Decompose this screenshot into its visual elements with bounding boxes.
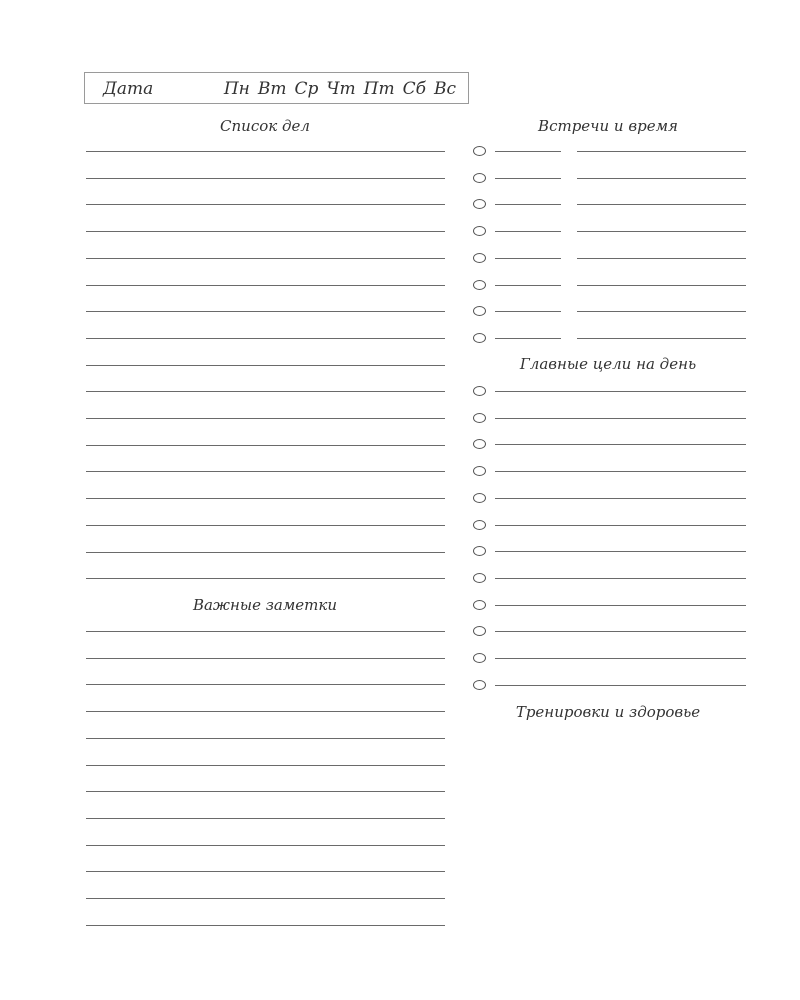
todo-section-title: Список дел bbox=[220, 117, 310, 135]
note-line[interactable] bbox=[86, 871, 445, 872]
meeting-description-line[interactable] bbox=[577, 338, 746, 339]
meeting-checkbox[interactable] bbox=[473, 253, 486, 263]
goal-line[interactable] bbox=[495, 471, 746, 472]
todo-line[interactable] bbox=[86, 418, 445, 419]
goal-checkbox[interactable] bbox=[473, 439, 486, 449]
goal-line[interactable] bbox=[495, 605, 746, 606]
meeting-checkbox[interactable] bbox=[473, 199, 486, 209]
weekday-tue[interactable]: Вт bbox=[257, 79, 287, 99]
todo-line[interactable] bbox=[86, 178, 445, 179]
meeting-description-line[interactable] bbox=[577, 151, 746, 152]
meetings-section-title: Встречи и время bbox=[538, 117, 678, 135]
todo-line[interactable] bbox=[86, 204, 445, 205]
weekday-wed[interactable]: Ср bbox=[294, 79, 319, 99]
note-line[interactable] bbox=[86, 925, 445, 926]
goal-checkbox[interactable] bbox=[473, 386, 486, 396]
goal-line[interactable] bbox=[495, 525, 746, 526]
goal-checkbox[interactable] bbox=[473, 626, 486, 636]
goal-checkbox[interactable] bbox=[473, 493, 486, 503]
meeting-checkbox[interactable] bbox=[473, 226, 486, 236]
todo-line[interactable] bbox=[86, 151, 445, 152]
meeting-checkbox[interactable] bbox=[473, 173, 486, 183]
weekday-mon[interactable]: Пн bbox=[223, 79, 250, 99]
meeting-description-line[interactable] bbox=[577, 285, 746, 286]
note-line[interactable] bbox=[86, 711, 445, 712]
date-box bbox=[84, 72, 469, 104]
notes-section-title: Важные заметки bbox=[192, 596, 338, 614]
health-section-title: Тренировки и здоровье bbox=[515, 703, 701, 721]
goal-line[interactable] bbox=[495, 498, 746, 499]
weekday-sat[interactable]: Сб bbox=[402, 79, 426, 99]
meeting-checkbox[interactable] bbox=[473, 333, 486, 343]
todo-line[interactable] bbox=[86, 365, 445, 366]
todo-line[interactable] bbox=[86, 285, 445, 286]
meeting-checkbox[interactable] bbox=[473, 146, 486, 156]
meeting-description-line[interactable] bbox=[577, 178, 746, 179]
meeting-time-line[interactable] bbox=[495, 338, 561, 339]
meeting-time-line[interactable] bbox=[495, 311, 561, 312]
meeting-description-line[interactable] bbox=[577, 258, 746, 259]
goal-checkbox[interactable] bbox=[473, 573, 486, 583]
goal-checkbox[interactable] bbox=[473, 680, 486, 690]
goal-line[interactable] bbox=[495, 658, 746, 659]
note-line[interactable] bbox=[86, 765, 445, 766]
meeting-time-line[interactable] bbox=[495, 231, 561, 232]
weekday-sun[interactable]: Вс bbox=[433, 79, 456, 99]
note-line[interactable] bbox=[86, 791, 445, 792]
goal-line[interactable] bbox=[495, 444, 746, 445]
goal-checkbox[interactable] bbox=[473, 546, 486, 556]
meeting-time-line[interactable] bbox=[495, 204, 561, 205]
meeting-time-line[interactable] bbox=[495, 285, 561, 286]
todo-line[interactable] bbox=[86, 231, 445, 232]
weekday-fri[interactable]: Пт bbox=[363, 79, 395, 99]
todo-line[interactable] bbox=[86, 445, 445, 446]
note-line[interactable] bbox=[86, 898, 445, 899]
goals-section-title: Главные цели на день bbox=[519, 355, 697, 373]
note-line[interactable] bbox=[86, 845, 445, 846]
meeting-description-line[interactable] bbox=[577, 311, 746, 312]
meeting-time-line[interactable] bbox=[495, 178, 561, 179]
meeting-checkbox[interactable] bbox=[473, 280, 486, 290]
goal-checkbox[interactable] bbox=[473, 653, 486, 663]
note-line[interactable] bbox=[86, 738, 445, 739]
goal-checkbox[interactable] bbox=[473, 600, 486, 610]
goal-checkbox[interactable] bbox=[473, 413, 486, 423]
todo-line[interactable] bbox=[86, 525, 445, 526]
meeting-description-line[interactable] bbox=[577, 231, 746, 232]
note-line[interactable] bbox=[86, 684, 445, 685]
date-label: Дата bbox=[103, 79, 154, 99]
todo-line[interactable] bbox=[86, 258, 445, 259]
note-line[interactable] bbox=[86, 818, 445, 819]
weekday-selector bbox=[224, 79, 456, 99]
meeting-time-line[interactable] bbox=[495, 258, 561, 259]
goal-checkbox[interactable] bbox=[473, 520, 486, 530]
goal-line[interactable] bbox=[495, 631, 746, 632]
todo-line[interactable] bbox=[86, 391, 445, 392]
meeting-time-line[interactable] bbox=[495, 151, 561, 152]
todo-line[interactable] bbox=[86, 498, 445, 499]
meeting-checkbox[interactable] bbox=[473, 306, 486, 316]
todo-line[interactable] bbox=[86, 552, 445, 553]
goal-line[interactable] bbox=[495, 578, 746, 579]
todo-line[interactable] bbox=[86, 338, 445, 339]
goal-line[interactable] bbox=[495, 551, 746, 552]
goal-line[interactable] bbox=[495, 418, 746, 419]
goal-line[interactable] bbox=[495, 391, 746, 392]
note-line[interactable] bbox=[86, 658, 445, 659]
todo-line[interactable] bbox=[86, 578, 445, 579]
note-line[interactable] bbox=[86, 631, 445, 632]
meeting-description-line[interactable] bbox=[577, 204, 746, 205]
todo-line[interactable] bbox=[86, 471, 445, 472]
todo-line[interactable] bbox=[86, 311, 445, 312]
goal-checkbox[interactable] bbox=[473, 466, 486, 476]
weekday-thu[interactable]: Чт bbox=[326, 79, 356, 99]
goal-line[interactable] bbox=[495, 685, 746, 686]
